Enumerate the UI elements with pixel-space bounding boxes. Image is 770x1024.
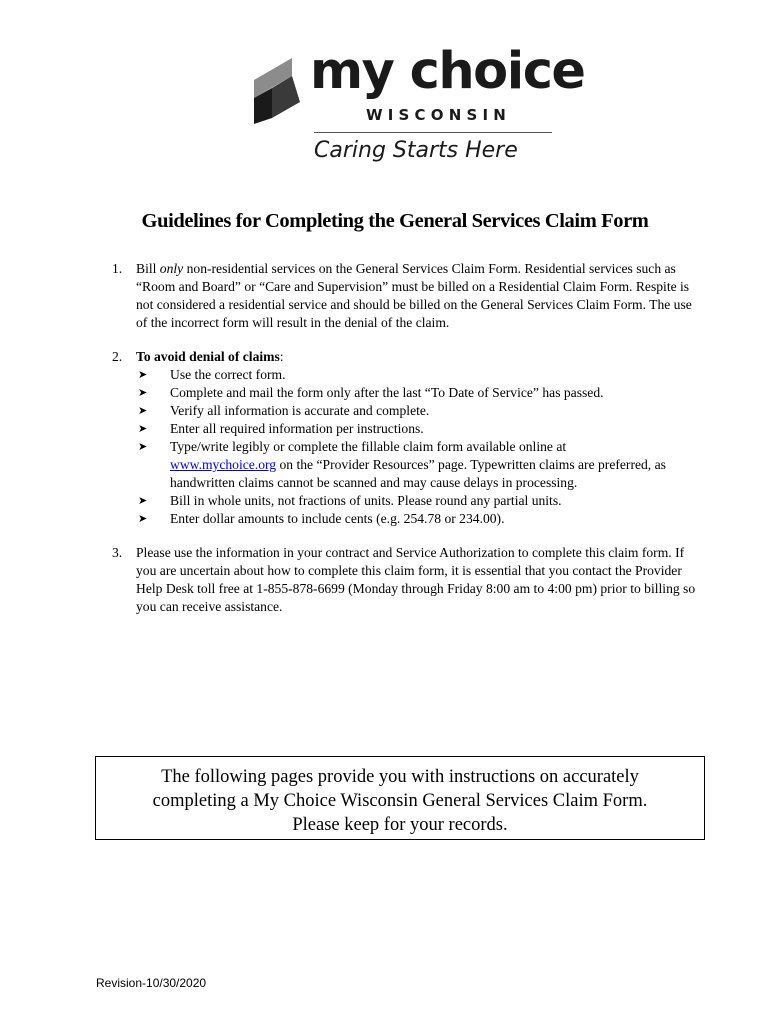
bullet-item (136, 384, 704, 402)
logo-wordmark: my choice (310, 42, 585, 101)
item-heading: To avoid denial of claims (136, 349, 280, 364)
logo-tagline: Caring Starts Here (314, 138, 518, 163)
guideline-item-3 (104, 544, 704, 616)
chevron-logo-mark-icon (252, 56, 304, 126)
item-text: Please use the information in your contract and Service Authorization to complete this claim form. If you are uncertain about how to complete this claim form, it is essential that you contact the Provider Help Desk toll free at 1-855-878-6699 (Monday through Friday 8:00 am to 4:00 pm) prior to billing so you can receive assistance. (136, 545, 696, 614)
guideline-item-1 (104, 260, 704, 332)
notice-line: Please keep for your records. (292, 815, 508, 835)
notice-line: completing a My Choice Wisconsin General Services Claim Form. (152, 791, 648, 811)
bullet-item (136, 402, 704, 420)
arrowhead-bullet-icon: ➤ (138, 512, 148, 525)
revision-date: Revision-10/30/2020 (96, 976, 207, 990)
arrowhead-bullet-icon: ➤ (138, 404, 148, 417)
denial-avoidance-bullets (136, 366, 704, 528)
bullet-item (136, 492, 704, 510)
arrowhead-bullet-icon: ➤ (138, 440, 148, 453)
arrowhead-bullet-icon: ➤ (138, 368, 148, 381)
item-text-emphasis: only (159, 261, 184, 276)
bullet-text: Bill in whole units, not fractions of units. Please round any partial units. (170, 493, 562, 508)
item-text-rest: non-residential services on the General Services Claim Form. Residential services such as “Room and Board” or “Care and Supervision” must be billed on a Residential Claim Form. Respite is not considered a residential service and should be billed on the General Services Claim Form. The use of the incorrect form will result in the denial of the claim. (136, 261, 692, 330)
item-number: 3. (112, 545, 123, 560)
notice-line: The following pages provide you with instructions on accurately (161, 767, 639, 787)
bullet-item (136, 366, 704, 384)
bullet-text: Use the correct form. (170, 367, 286, 382)
item-heading-colon: : (279, 349, 284, 364)
arrowhead-bullet-icon: ➤ (138, 494, 148, 507)
bullet-text: Verify all information is accurate and complete. (170, 403, 430, 418)
instructions-notice-box (95, 756, 705, 840)
bullet-text: Type/write legibly or complete the fillable claim form available online at (170, 439, 567, 454)
mychoice-website-link[interactable]: www.mychoice.org (170, 457, 277, 472)
bullet-item (136, 510, 704, 528)
arrowhead-bullet-icon: ➤ (138, 386, 148, 399)
guideline-item-2 (104, 348, 704, 528)
my-choice-wisconsin-logo (252, 42, 585, 172)
item-text-start: Bill (136, 261, 160, 276)
bullet-text: Enter all required information per instructions. (170, 421, 424, 436)
page-title: Guidelines for Completing the General Services Claim Form (141, 210, 649, 232)
item-number: 2. (112, 349, 123, 364)
bullet-text: Complete and mail the form only after the last “To Date of Service” has passed. (170, 385, 604, 400)
bullet-text-continued: on the “Provider Resources” page. Typewritten claims are preferred, as handwritten claims cannot be scanned and may cause delays in processing. (170, 457, 666, 490)
logo-state: WISCONSIN (366, 106, 511, 124)
bullet-item (136, 438, 704, 492)
bullet-text: Enter dollar amounts to include cents (e.g. 254.78 or 234.00). (170, 511, 505, 526)
item-number: 1. (112, 261, 123, 276)
arrowhead-bullet-icon: ➤ (138, 422, 148, 435)
guidelines-list (104, 260, 704, 616)
bullet-item (136, 420, 704, 438)
logo-divider (314, 132, 552, 133)
